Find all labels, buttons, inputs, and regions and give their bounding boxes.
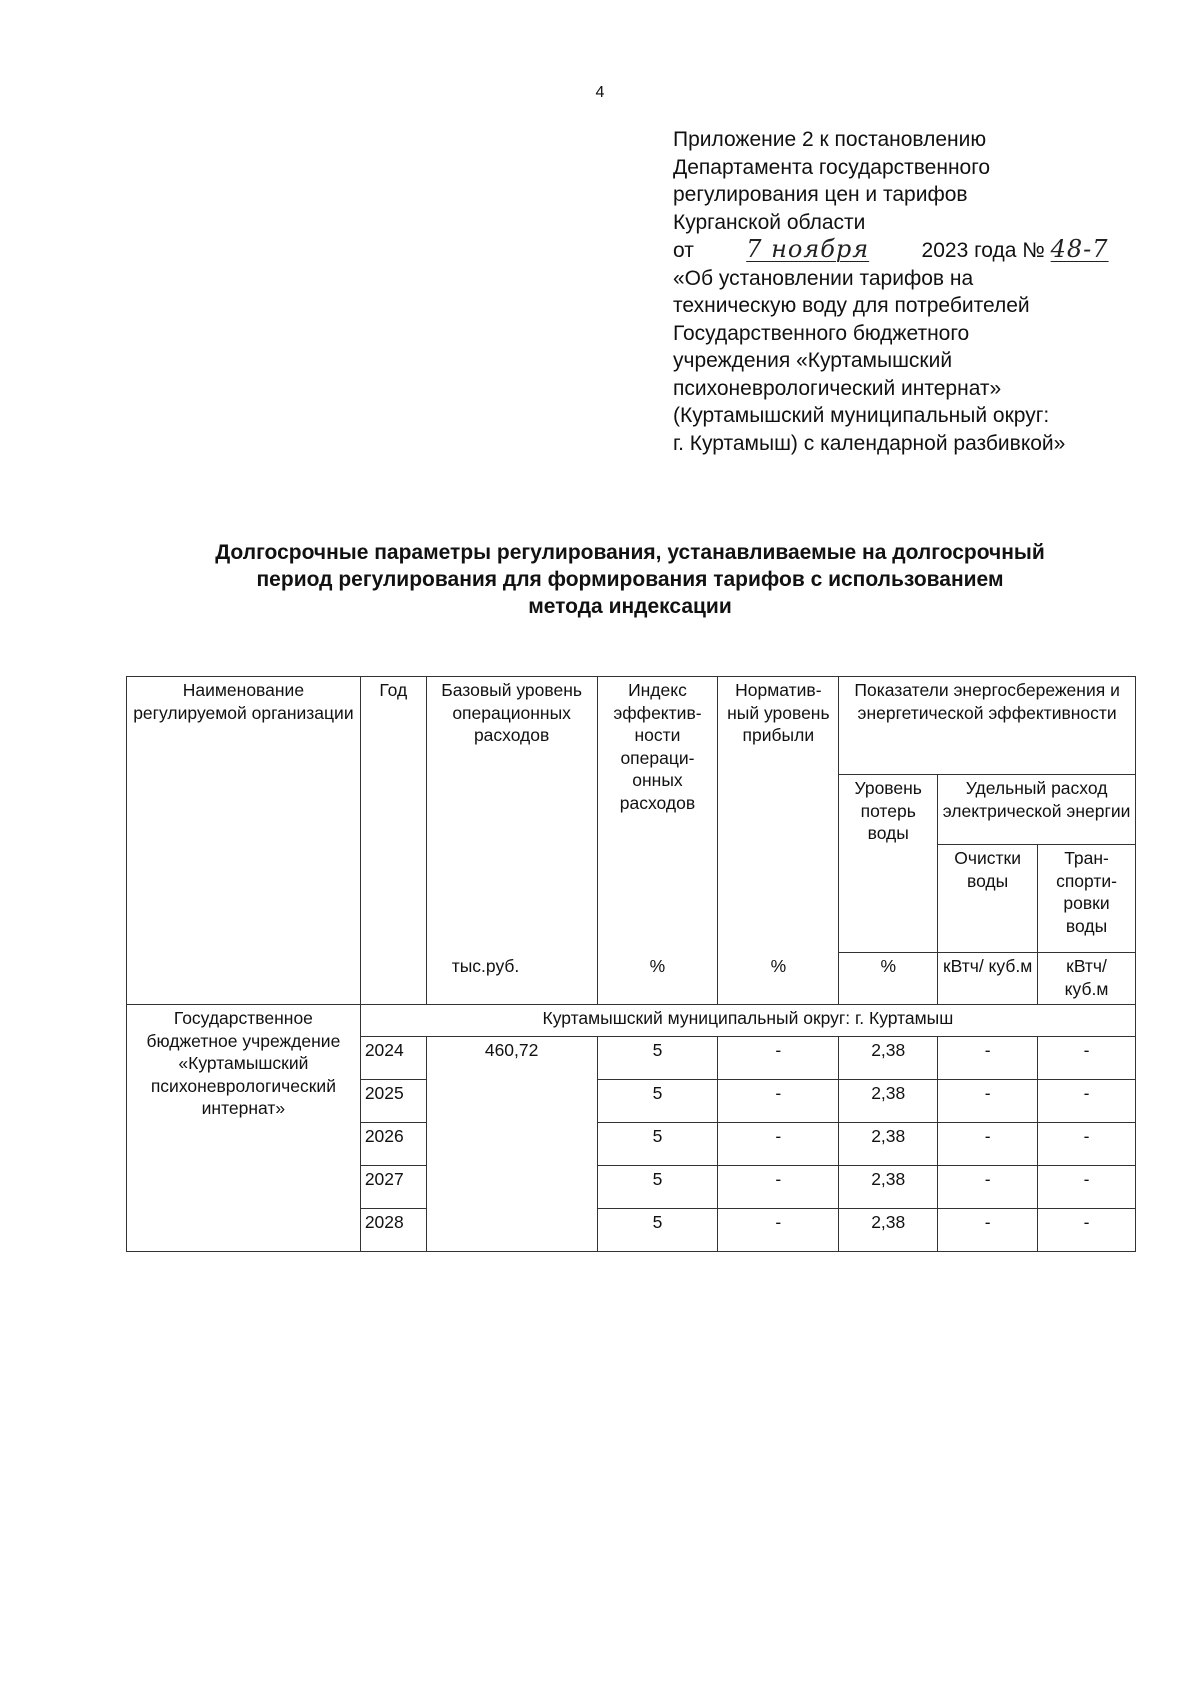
profit-cell: - — [718, 1209, 839, 1252]
header-purification: Очистки воды — [938, 845, 1038, 953]
index-cell: 5 — [597, 1209, 718, 1252]
loss-cell: 2,38 — [839, 1080, 938, 1123]
unit-profit-level: % — [718, 953, 839, 1005]
unit-efficiency-index: % — [597, 953, 718, 1005]
date-suffix: 2023 года № — [921, 239, 1045, 262]
header-org-name: Наименование регулируемой организации — [127, 677, 361, 1005]
year-cell: 2025 — [360, 1080, 426, 1123]
appendix-line: Департамента государственного — [673, 155, 991, 179]
header-water-loss: Уровень потерь воды — [839, 775, 938, 953]
appendix-block — [673, 126, 1173, 457]
title-line: метода индексации — [528, 595, 732, 618]
appendix-subject-line: (Куртамышский муниципальный округ: — [673, 404, 1050, 427]
year-cell: 2024 — [360, 1037, 426, 1080]
appendix-subject-line: г. Куртамыш) с календарной разбивкой» — [673, 431, 1066, 455]
year-cell: 2027 — [360, 1166, 426, 1209]
index-cell: 5 — [597, 1080, 718, 1123]
profit-cell: - — [718, 1080, 839, 1123]
profit-cell: - — [718, 1037, 839, 1080]
loss-cell: 2,38 — [839, 1123, 938, 1166]
base-level-value: 460,72 — [426, 1037, 597, 1252]
date-prefix: от — [673, 239, 694, 262]
unit-base-level: тыс.руб. — [426, 953, 597, 1005]
header-profit-level: Норматив-ный уровень прибыли — [718, 677, 839, 953]
profit-cell: - — [718, 1123, 839, 1166]
appendix-line: регулирования цен и тарифов — [673, 183, 968, 206]
handwritten-number: 48-7 — [1050, 235, 1109, 263]
header-year: Год — [360, 677, 426, 1005]
handwritten-date: 7 ноября — [746, 235, 870, 263]
purification-cell: - — [938, 1037, 1038, 1080]
regulation-parameters-table — [126, 676, 1136, 1252]
appendix-subject-line: психоневрологический интернат» — [673, 376, 1002, 400]
appendix-line: Курганской области — [673, 210, 866, 234]
appendix-date-line — [673, 236, 1173, 265]
appendix-subject-line: «Об установлении тарифов на — [673, 266, 974, 290]
municipality-row: Куртамышский муниципальный округ: г. Куртамыш — [360, 1005, 1135, 1037]
unit-water-loss: % — [839, 953, 938, 1005]
page-number: 4 — [595, 84, 605, 101]
appendix-subject-line: техническую воду для потребителей — [673, 294, 1030, 317]
transport-cell: - — [1038, 1037, 1136, 1080]
unit-purification: кВтч/ куб.м — [938, 953, 1038, 1005]
transport-cell: - — [1038, 1209, 1136, 1252]
unit-transportation: кВтч/ куб.м — [1038, 953, 1136, 1005]
loss-cell: 2,38 — [839, 1209, 938, 1252]
appendix-subject-line: учреждения «Куртамышский — [673, 349, 953, 372]
transport-cell: - — [1038, 1080, 1136, 1123]
header-transportation: Тран-спорти-ровки воды — [1038, 845, 1136, 953]
transport-cell: - — [1038, 1166, 1136, 1209]
appendix-subject-line: Государственного бюджетного — [673, 321, 970, 345]
year-cell: 2028 — [360, 1209, 426, 1252]
transport-cell: - — [1038, 1123, 1136, 1166]
purification-cell: - — [938, 1080, 1038, 1123]
index-cell: 5 — [597, 1123, 718, 1166]
organization-name: Государственное бюджетное учреждение «Куртамышский психоневрологический интернат» — [127, 1005, 361, 1252]
purification-cell: - — [938, 1209, 1038, 1252]
profit-cell: - — [718, 1166, 839, 1209]
title-line: Долгосрочные параметры регулирования, устанавливаемые на долгосрочный — [215, 541, 1045, 564]
year-cell: 2026 — [360, 1123, 426, 1166]
index-cell: 5 — [597, 1037, 718, 1080]
loss-cell: 2,38 — [839, 1166, 938, 1209]
index-cell: 5 — [597, 1166, 718, 1209]
appendix-line: Приложение 2 к постановлению — [673, 128, 987, 151]
header-efficiency-index: Индекс эффектив-ности операци-онных расходов — [597, 677, 718, 953]
document-title — [80, 539, 1180, 620]
header-specific-consumption: Удельный расход электрической энергии — [938, 775, 1136, 845]
loss-cell: 2,38 — [839, 1037, 938, 1080]
title-line: период регулирования для формирования тарифов с использованием — [256, 568, 1004, 591]
purification-cell: - — [938, 1166, 1038, 1209]
header-base-level: Базовый уровень операционных расходов — [426, 677, 597, 953]
purification-cell: - — [938, 1123, 1038, 1166]
header-energy-indicators: Показатели энергосбережения и энергетической эффективности — [839, 677, 1136, 775]
